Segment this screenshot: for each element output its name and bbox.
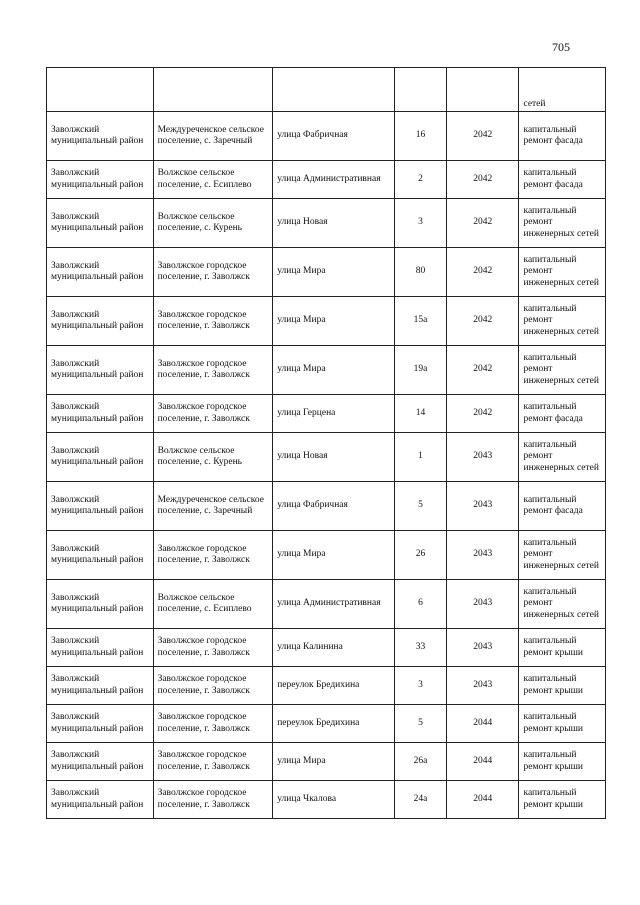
cell-street: переулок Бредихина <box>273 705 395 743</box>
cell-year: 2042 <box>447 297 519 346</box>
cell-house: 2 <box>394 161 446 199</box>
cell-settlement: Заволжское городское поселение, г. Заволжск <box>153 705 273 743</box>
cell-house: 3 <box>394 199 446 248</box>
cell-district: Заволжский муниципальный район <box>47 580 154 629</box>
cell-house: 26а <box>394 743 446 781</box>
cell-work: капитальный ремонт инженерных сетей <box>519 580 606 629</box>
cell-work: капитальный ремонт фасада <box>519 395 606 433</box>
cell-year <box>447 68 519 112</box>
cell-work: капитальный ремонт инженерных сетей <box>519 248 606 297</box>
cell-street: улица Фабричная <box>273 482 395 531</box>
cell-district: Заволжский муниципальный район <box>47 629 154 667</box>
cell-work: капитальный ремонт крыши <box>519 629 606 667</box>
cell-settlement: Заволжское городское поселение, г. Заволжск <box>153 629 273 667</box>
cell-year: 2042 <box>447 161 519 199</box>
cell-street: улица Мира <box>273 248 395 297</box>
cell-house: 15а <box>394 297 446 346</box>
cell-work: сетей <box>519 68 606 112</box>
table-row <box>47 112 606 161</box>
cell-year: 2044 <box>447 743 519 781</box>
cell-year: 2042 <box>447 199 519 248</box>
cell-work: капитальный ремонт фасада <box>519 161 606 199</box>
cell-work: капитальный ремонт крыши <box>519 705 606 743</box>
cell-district: Заволжский муниципальный район <box>47 112 154 161</box>
page-number: 705 <box>552 40 570 54</box>
cell-district <box>47 68 154 112</box>
cell-street: улица Чкалова <box>273 781 395 819</box>
cell-settlement: Заволжское городское поселение, г. Заволжск <box>153 395 273 433</box>
cell-settlement: Волжское сельское поселение, с. Курень <box>153 199 273 248</box>
cell-settlement <box>153 68 273 112</box>
cell-house: 19а <box>394 346 446 395</box>
cell-district: Заволжский муниципальный район <box>47 482 154 531</box>
cell-year: 2042 <box>447 395 519 433</box>
cell-settlement: Волжское сельское поселение, с. Курень <box>153 433 273 482</box>
cell-settlement: Междуреченское сельское поселение, с. Заречный <box>153 112 273 161</box>
cell-street: переулок Бредихина <box>273 667 395 705</box>
cell-house: 5 <box>394 705 446 743</box>
cell-street: улица Фабричная <box>273 112 395 161</box>
cell-street: улица Герцена <box>273 395 395 433</box>
table-row <box>47 667 606 705</box>
table-row <box>47 580 606 629</box>
cell-street <box>273 68 395 112</box>
cell-year: 2042 <box>447 346 519 395</box>
cell-house: 6 <box>394 580 446 629</box>
cell-street: улица Административная <box>273 580 395 629</box>
cell-settlement: Междуреченское сельское поселение, с. Заречный <box>153 482 273 531</box>
cell-work: капитальный ремонт инженерных сетей <box>519 297 606 346</box>
cell-settlement: Заволжское городское поселение, г. Заволжск <box>153 248 273 297</box>
cell-year: 2044 <box>447 705 519 743</box>
table-row <box>47 629 606 667</box>
cell-district: Заволжский муниципальный район <box>47 781 154 819</box>
cell-year: 2042 <box>447 248 519 297</box>
cell-district: Заволжский муниципальный район <box>47 705 154 743</box>
cell-settlement: Заволжское городское поселение, г. Заволжск <box>153 667 273 705</box>
cell-year: 2044 <box>447 781 519 819</box>
table-row <box>47 297 606 346</box>
cell-street: улица Новая <box>273 199 395 248</box>
cell-district: Заволжский муниципальный район <box>47 743 154 781</box>
cell-street: улица Мира <box>273 743 395 781</box>
cell-year: 2043 <box>447 433 519 482</box>
cell-district: Заволжский муниципальный район <box>47 161 154 199</box>
table-row <box>47 395 606 433</box>
cell-settlement: Волжское сельское поселение, с. Есиплево <box>153 580 273 629</box>
table-row <box>47 705 606 743</box>
cell-settlement: Заволжское городское поселение, г. Заволжск <box>153 297 273 346</box>
cell-work: капитальный ремонт инженерных сетей <box>519 346 606 395</box>
cell-work: капитальный ремонт инженерных сетей <box>519 531 606 580</box>
cell-house: 5 <box>394 482 446 531</box>
cell-house: 14 <box>394 395 446 433</box>
table-row-continued <box>47 68 606 112</box>
cell-work: капитальный ремонт фасада <box>519 112 606 161</box>
table-row <box>47 482 606 531</box>
cell-street: улица Мира <box>273 531 395 580</box>
cell-year: 2042 <box>447 112 519 161</box>
table-body <box>47 68 606 819</box>
cell-year: 2043 <box>447 629 519 667</box>
cell-house: 3 <box>394 667 446 705</box>
cell-house: 80 <box>394 248 446 297</box>
table-row <box>47 531 606 580</box>
cell-year: 2043 <box>447 531 519 580</box>
cell-street: улица Калинина <box>273 629 395 667</box>
repair-schedule-table <box>46 67 606 819</box>
cell-street: улица Мира <box>273 297 395 346</box>
cell-district: Заволжский муниципальный район <box>47 531 154 580</box>
cell-settlement: Волжское сельское поселение, с. Есиплево <box>153 161 273 199</box>
cell-work: капитальный ремонт фасада <box>519 482 606 531</box>
cell-year: 2043 <box>447 667 519 705</box>
cell-house <box>394 68 446 112</box>
cell-settlement: Заволжское городское поселение, г. Заволжск <box>153 781 273 819</box>
cell-settlement: Заволжское городское поселение, г. Заволжск <box>153 531 273 580</box>
cell-work: капитальный ремонт крыши <box>519 743 606 781</box>
cell-year: 2043 <box>447 482 519 531</box>
cell-district: Заволжский муниципальный район <box>47 433 154 482</box>
cell-settlement: Заволжское городское поселение, г. Заволжск <box>153 743 273 781</box>
cell-street: улица Мира <box>273 346 395 395</box>
cell-work: капитальный ремонт крыши <box>519 781 606 819</box>
table-row <box>47 743 606 781</box>
cell-street: улица Новая <box>273 433 395 482</box>
cell-district: Заволжский муниципальный район <box>47 297 154 346</box>
table-row <box>47 161 606 199</box>
cell-year: 2043 <box>447 580 519 629</box>
table-row <box>47 781 606 819</box>
cell-house: 33 <box>394 629 446 667</box>
cell-district: Заволжский муниципальный район <box>47 395 154 433</box>
cell-work: капитальный ремонт крыши <box>519 667 606 705</box>
cell-work: капитальный ремонт инженерных сетей <box>519 199 606 248</box>
cell-house: 16 <box>394 112 446 161</box>
table-row <box>47 199 606 248</box>
cell-settlement: Заволжское городское поселение, г. Заволжск <box>153 346 273 395</box>
cell-district: Заволжский муниципальный район <box>47 667 154 705</box>
table-row <box>47 433 606 482</box>
cell-house: 26 <box>394 531 446 580</box>
cell-district: Заволжский муниципальный район <box>47 248 154 297</box>
cell-street: улица Административная <box>273 161 395 199</box>
cell-district: Заволжский муниципальный район <box>47 199 154 248</box>
cell-house: 1 <box>394 433 446 482</box>
cell-district: Заволжский муниципальный район <box>47 346 154 395</box>
table-row <box>47 346 606 395</box>
cell-work: капитальный ремонт инженерных сетей <box>519 433 606 482</box>
table-row <box>47 248 606 297</box>
cell-house: 24а <box>394 781 446 819</box>
